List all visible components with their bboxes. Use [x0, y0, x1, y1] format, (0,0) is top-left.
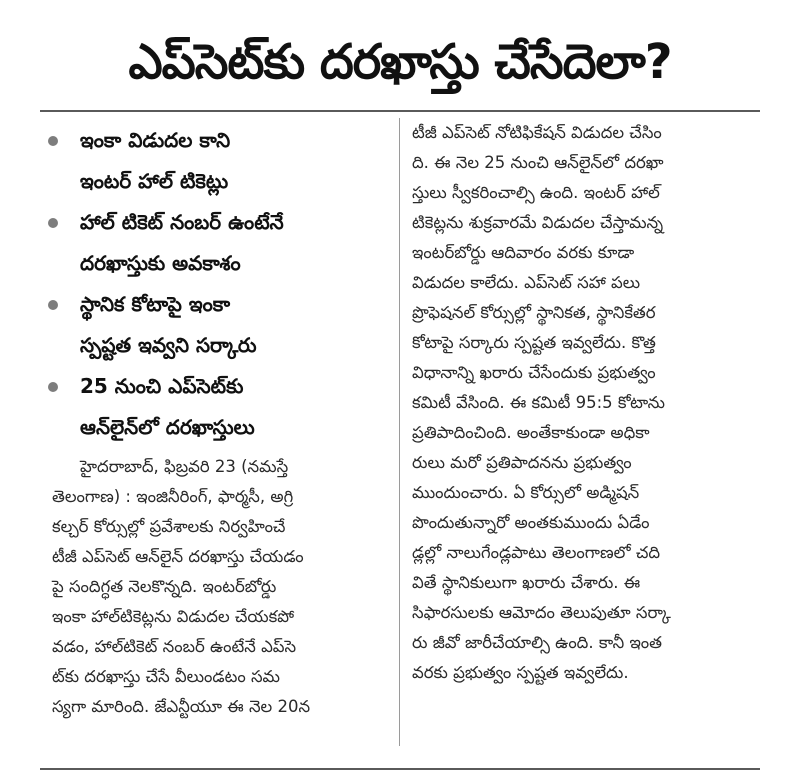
column-divider	[399, 118, 400, 746]
headline-divider	[40, 110, 760, 112]
body-line: రు జీవో జారీచేయాల్సి ఉంది. కానీ ఇంత	[412, 633, 663, 652]
body-line: ఇంకా హాల్‌టికెట్లను విడుదల చేయకపో	[52, 607, 295, 626]
body-line: టీజీ ఎప్‌సెట్ ఆన్‌లైన్ దరఖాస్తు చేయడం	[52, 547, 304, 566]
body-line: రులు మరో ప్రతిపాదనను ప్రభుత్వం	[412, 453, 632, 472]
body-line: కోటాపై సర్కారు స్పష్టత ఇవ్వలేదు. కొత్త	[412, 333, 656, 352]
highlight-line: ఇంకా విడుదల కాని	[80, 128, 231, 152]
highlight-line: స్థానిక కోటాపై ఇంకా	[80, 292, 231, 316]
body-line: పొందుతున్నారో అంతకుముందు ఏడేం	[412, 513, 650, 532]
body-line: విధానాన్ని ఖరారు చేసేందుకు ప్రభుత్వం	[412, 363, 656, 382]
article-headline: ఎప్‌సెట్‌కు దరఖాస్తు చేసేదెలా?	[128, 34, 672, 90]
footer-divider	[40, 768, 760, 770]
body-line: వరకు ప్రభుత్వం స్పష్టత ఇవ్వలేదు.	[412, 663, 629, 682]
body-line: ముందుంచారు. ఏ కోర్సులో అడ్మిషన్	[412, 483, 640, 502]
highlights-list	[40, 120, 392, 448]
highlight-line: ఇంటర్ హాల్ టికెట్లు	[80, 169, 229, 193]
body-line: హైదరాబాద్, ఫిబ్రవరి 23 (నమస్తే	[80, 457, 289, 476]
bullet-icon	[48, 300, 58, 310]
highlight-item	[40, 366, 392, 448]
highlight-line: దరఖాస్తుకు అవకాశం	[80, 251, 241, 275]
highlight-line: ఆన్‌లైన్‌లో దరఖాస్తులు	[80, 415, 255, 439]
body-line: స్యగా మారింది. జేఎన్టీయూ ఈ నెల 20న	[52, 697, 311, 716]
body-line: ట్‌కు దరఖాస్తు చేసే వీలుండటం సమ	[52, 667, 281, 686]
bullet-icon	[48, 382, 58, 392]
highlight-line: 25 నుంచి ఎప్‌సెట్‌కు	[80, 374, 244, 398]
highlight-item	[40, 120, 392, 202]
body-line: టీజీ ఎప్‌సెట్ నోటిఫికేషన్ విడుదల చేసిం	[412, 123, 662, 142]
highlight-item	[40, 202, 392, 284]
highlight-line: హాల్ టికెట్ నంబర్ ఉంటేనే	[80, 210, 284, 234]
body-line: విడుదల కాలేదు. ఎప్‌సెట్ సహా పలు	[412, 273, 641, 292]
body-line: ది. ఈ నెల 25 నుంచి ఆన్‌లైన్‌లో దరఖా	[412, 153, 664, 172]
body-line: సిఫారసులకు ఆమోదం తెలుపుతూ సర్కా	[412, 603, 671, 622]
body-line: వడం, హాల్‌టికెట్ నంబర్ ఉంటేనే ఎప్‌సె	[52, 637, 297, 656]
body-line: డ్లల్లో నాలుగేండ్లపాటు తెలంగాణలో చది	[412, 543, 661, 562]
article-body-right-column	[412, 118, 758, 688]
body-line: ప్రొఫెషనల్ కోర్సుల్లో స్థానికత, స్థానికేతర	[412, 303, 656, 322]
highlight-item	[40, 284, 392, 366]
body-line: ప్రతిపాదించింది. అంతేకాకుండా అధికా	[412, 423, 650, 442]
body-line: టికెట్లను శుక్రవారమే విడుదల చేస్తామన్న	[412, 213, 664, 232]
body-line: ఇంటర్‌బోర్డు ఆదివారం వరకు కూడా	[412, 243, 635, 262]
highlight-line: స్పష్టత ఇవ్వని సర్కారు	[80, 333, 257, 357]
body-line: తెలంగాణ) : ఇంజినీరింగ్, ఫార్మసీ, అగ్రి	[52, 487, 294, 506]
body-line: కల్చర్ కోర్సుల్లో ప్రవేశాలకు నిర్వహించే	[52, 517, 286, 536]
article-body-left-column	[52, 452, 392, 722]
body-line: వితే స్థానికులుగా ఖరారు చేశారు. ఈ	[412, 573, 641, 592]
body-line: కమిటీ వేసింది. ఈ కమిటీ 95:5 కోటాను	[412, 393, 665, 412]
bullet-icon	[48, 218, 58, 228]
body-line: స్తులు స్వీకరించాల్సి ఉంది. ఇంటర్ హాల్	[412, 183, 660, 202]
body-line: పై సందిగ్ధత నెలకొన్నది. ఇంటర్‌బోర్డు	[52, 577, 277, 596]
bullet-icon	[48, 136, 58, 146]
